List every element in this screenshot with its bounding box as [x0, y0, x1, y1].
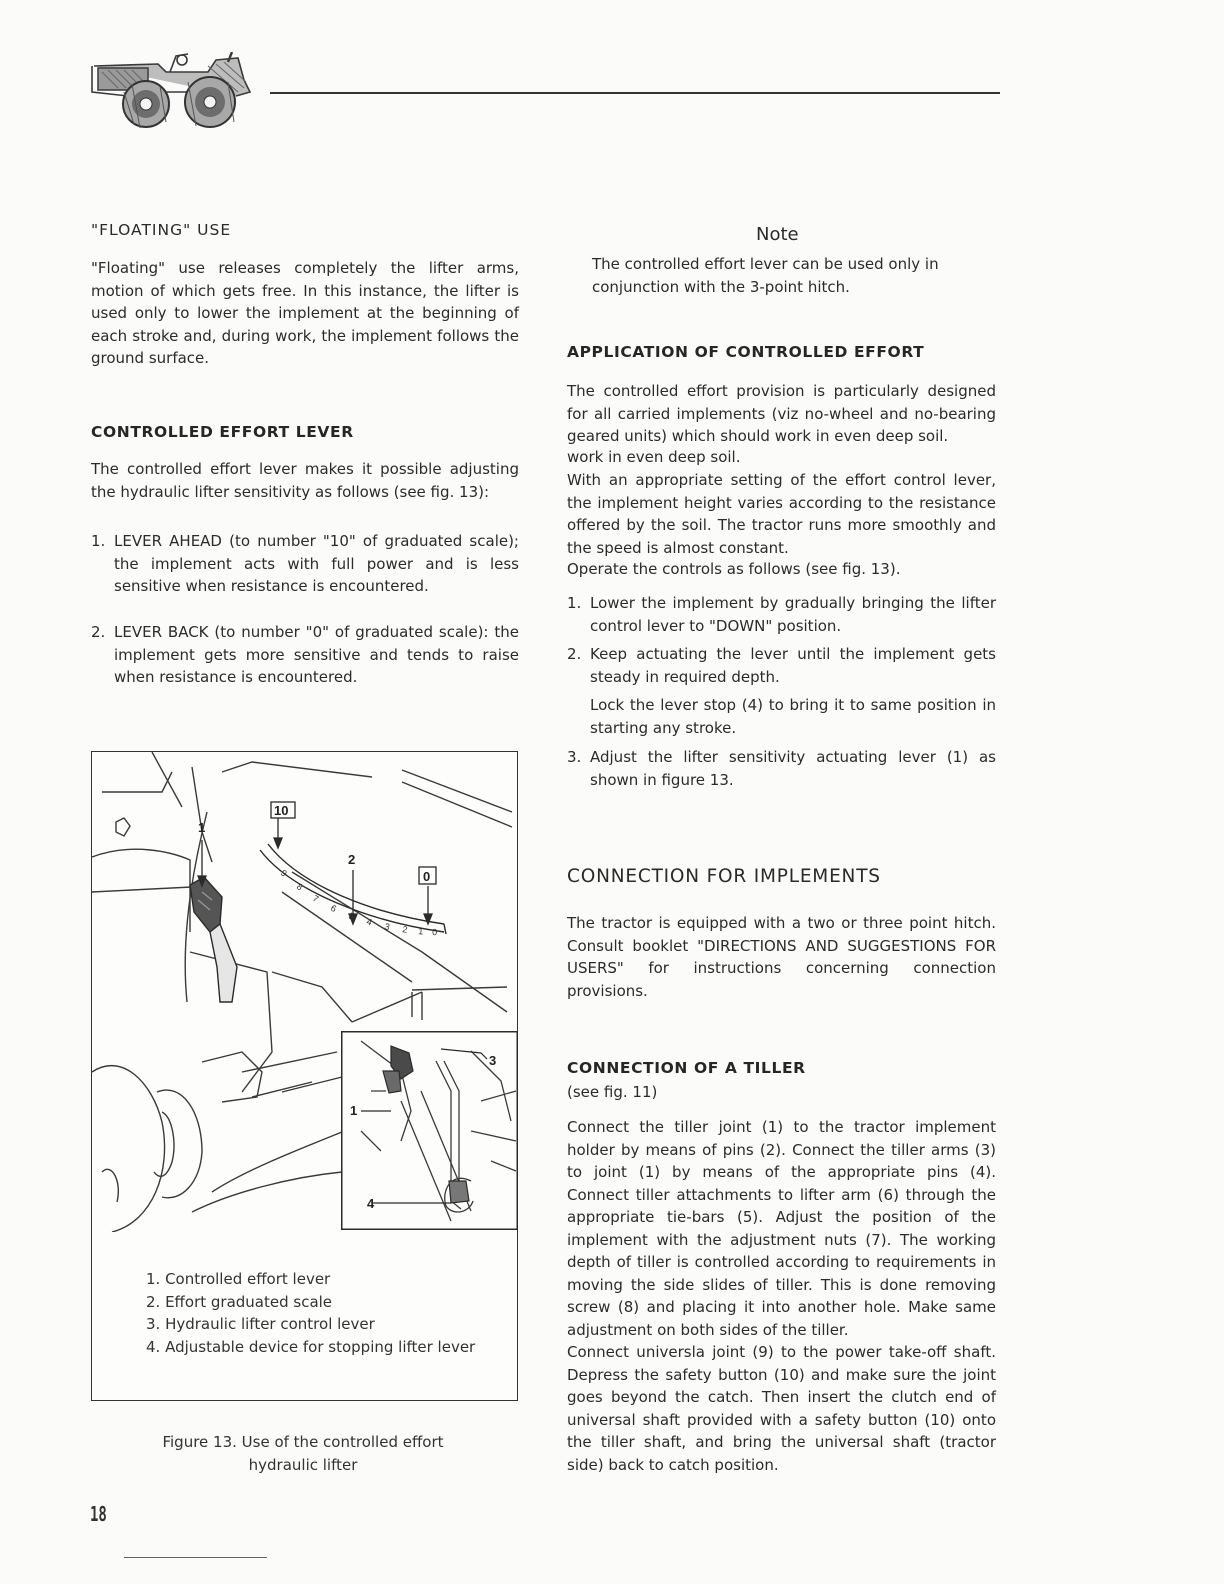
list-item-number: 1. [91, 532, 106, 550]
figure-caption [146, 1431, 460, 1476]
tiller-heading: CONNECTION OF A TILLER [567, 1059, 806, 1077]
figure-label-0: 0 [423, 869, 431, 884]
application-paragraph-2: work in even deep soil. [567, 448, 741, 466]
header-rule [270, 92, 1000, 94]
step-text: Adjust the lifter sensitivity actuating lever (1) as shown in figure 13. [590, 748, 996, 789]
step-text: Keep actuating the lever until the implement gets steady in required depth. [590, 645, 996, 686]
application-paragraph-3: With an appropriate setting of the effort control lever, the implement height varies according to the resistance offered by the soil. The tractor runs more smoothly and the speed is almost constant. [567, 471, 996, 557]
figure-legend [146, 1268, 475, 1358]
scale-digit: 7 [311, 893, 321, 905]
tiller-paragraph-1: Connect the tiller joint (1) to the tractor implement holder by means of pins (2). Connect the tiller arms (3) to joint (1) by means of the appropriate pins (4). Connect tiller attachments to lifter arm (6) through the appropriate tie-bars (5). Adjust the position of the implement with the adjustment nuts (7). The working depth of tiller is controlled according to requirements in moving the side slides of tiller. This is done removing screw (8) and placing it into another hole. Make same adjustment on both sides of the tiller. [567, 1118, 996, 1339]
scale-digit: 6 [329, 902, 339, 914]
scale-digit: 9 [278, 867, 289, 879]
controlled-effort-lever-heading: CONTROLLED EFFORT LEVER [91, 423, 354, 441]
connection-implements-paragraph: The tractor is equipped with a two or three point hitch. Consult booklet "DIRECTIONS AND SUGGESTIONS FOR USERS" for instructions concerning connection provisions. [567, 914, 996, 1000]
note-heading: Note [756, 224, 799, 245]
list-item [91, 530, 519, 598]
step-number: 2. [567, 645, 582, 663]
figure-label-10: 10 [274, 803, 289, 818]
inset-label-1: 1 [350, 1103, 358, 1118]
application-paragraph-1: The controlled effort provision is particularly designed for all carried implements (viz no-wheel and no-bearing geared units) which should work in even deep soil. [567, 382, 996, 445]
scale-digit: 0 [431, 927, 438, 938]
step-number: 3. [567, 748, 582, 766]
tiller-paragraph-2: Connect universla joint (9) to the power take-off shaft. Depress the safety button (10) and make sure the joint goes beyond the catch. Then insert the clutch end of universal shaft provided with a safety button (10) onto the tiller shaft, and bring the universal shaft (tractor side) back to catch position. [567, 1343, 996, 1474]
legend-item: 2. Effort graduated scale [146, 1292, 333, 1311]
footer-line [124, 1557, 267, 1558]
step-item [567, 694, 996, 739]
inset-label-4: 4 [367, 1196, 375, 1211]
figure-label-2: 2 [348, 852, 356, 867]
legend-item: 4. Adjustable device for stopping lifter lever [146, 1337, 476, 1356]
scale-digit: 1 [417, 926, 424, 937]
floating-use-paragraph: "Floating" use releases completely the lifter arms, motion of which gets free. In this instance, the lifter is used only to lower the implement at the beginning of each stroke and, during work, the implement follows the ground surface. [91, 259, 519, 367]
application-paragraph-4: Operate the controls as follows (see fig. 13). [567, 560, 901, 578]
scale-digit: 5 [347, 910, 356, 922]
caption-line: hydraulic lifter [248, 1455, 358, 1474]
list-item-text: LEVER BACK (to number "0" of graduated scale): the implement gets more sensitive and tends to raise when resistance is encountered. [114, 623, 519, 686]
step-number: 1. [567, 594, 582, 612]
step-item [567, 592, 996, 637]
step-item [567, 643, 996, 688]
list-item-number: 2. [91, 623, 106, 641]
list-item [91, 621, 519, 689]
inset-label-3: 3 [489, 1053, 497, 1068]
list-item-text: LEVER AHEAD (to number "10" of graduated scale); the implement acts with full power and is less sensitive when resistance is encountered. [114, 532, 519, 595]
tiller-subheading: (see fig. 11) [567, 1083, 658, 1101]
step-text: Lock the lever stop (4) to bring it to same position in starting any stroke. [590, 696, 996, 737]
floating-use-heading: "FLOATING" USE [91, 221, 232, 239]
step-item [567, 746, 996, 791]
figure-label-1: 1 [198, 820, 206, 835]
scale-digit: 2 [401, 924, 409, 935]
connection-implements-heading: CONNECTION FOR IMPLEMENTS [567, 866, 881, 887]
page-number: 18 [90, 1502, 107, 1526]
step-text: Lower the implement by gradually bringing the lifter control lever to "DOWN" position. [590, 594, 996, 635]
controlled-effort-lever-paragraph: The controlled effort lever makes it possible adjusting the hydraulic lifter sensitivity as follows (see fig. 13): [91, 460, 519, 501]
scale-digit: 8 [294, 881, 305, 893]
caption-line: Figure 13. Use of the controlled effort [162, 1433, 444, 1451]
scale-digit: 4 [365, 916, 374, 928]
application-heading: APPLICATION OF CONTROLLED EFFORT [567, 343, 925, 361]
inset-detail-illustration [341, 1031, 518, 1230]
step-number [567, 694, 590, 739]
tractor-logo [88, 52, 260, 130]
note-paragraph: The controlled effort lever can be used only in conjunction with the 3-point hitch. [592, 255, 939, 296]
legend-item: 3. Hydraulic lifter control lever [146, 1315, 375, 1333]
scale-digit: 3 [383, 921, 391, 933]
legend-item: 1. Controlled effort lever [146, 1270, 331, 1288]
